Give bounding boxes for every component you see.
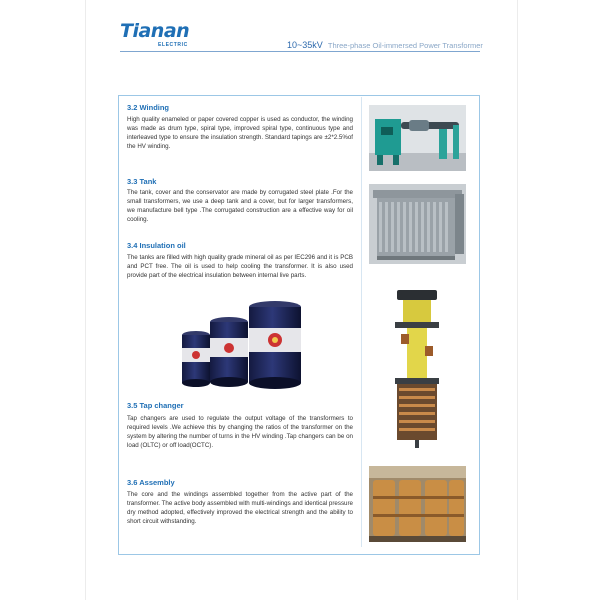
section-body-insulation-oil: The tanks are filled with high quality grade mineral oil as per IEC296 and it is PCB and PCT free. The oil is used to help cooling the transformer. It is also used provide part of the electrical insulation between internal live parts. <box>127 254 353 279</box>
section-heading-insulation-oil: 3.4 Insulation oil <box>127 241 186 250</box>
winding-machine-photo <box>369 105 466 171</box>
product-description: Three-phase Oil-immersed Power Transformer <box>327 41 483 50</box>
section-body-assembly: The core and the windings assembled together from the active part of the transformer. The active body assembled with multi-windings and identical pressure dry method adopted, effectively improved the electrical strength and the ability to short circuit withstanding. <box>127 491 353 525</box>
column-divider <box>361 97 362 547</box>
header-divider <box>120 51 480 52</box>
corrugated-tank-photo <box>369 184 466 264</box>
oil-drums-photo <box>178 298 302 390</box>
tianan-logo <box>120 20 190 54</box>
active-part-assembly-photo <box>369 466 466 542</box>
section-heading-winding: 3.2 Winding <box>127 103 170 112</box>
section-heading-tank: 3.3 Tank <box>127 177 157 186</box>
section-heading-assembly: 3.6 Assembly <box>127 478 175 487</box>
logo-wordmark: Tianan <box>120 20 190 42</box>
tap-changer-photo <box>385 286 451 450</box>
section-heading-tap-changer: 3.5 Tap changer <box>127 401 184 410</box>
page-header-title <box>287 40 483 50</box>
section-body-winding: High quality enameled or paper covered copper is used as conductor, the winding was made as drum type, spiral type, improved spiral type, continuous type and interleaved type to ensure the insulation strength. Standard tapings are ±2*2.5%of the HV winding. <box>127 116 353 150</box>
section-body-tank: The tank, cover and the conservator are made by corrugated steel plate .For the small transformers, we use a deep tank and a cover, but for larger transformers, we manufacture bell type .The corrugated construction are a effective way for oil cooling. <box>127 189 353 223</box>
section-body-tap-changer: Tap changers are used to regulate the output voltage of the transformers to required levels .We achieve this by changing the ratios of the transformer on the system by altering the number of turns in the HV winding .Tap changers can be on load (OLTC) or off load(OCTC). <box>127 415 353 449</box>
voltage-range: 10~35kV <box>287 40 323 50</box>
logo-subtitle: ELECTRIC <box>158 42 188 48</box>
